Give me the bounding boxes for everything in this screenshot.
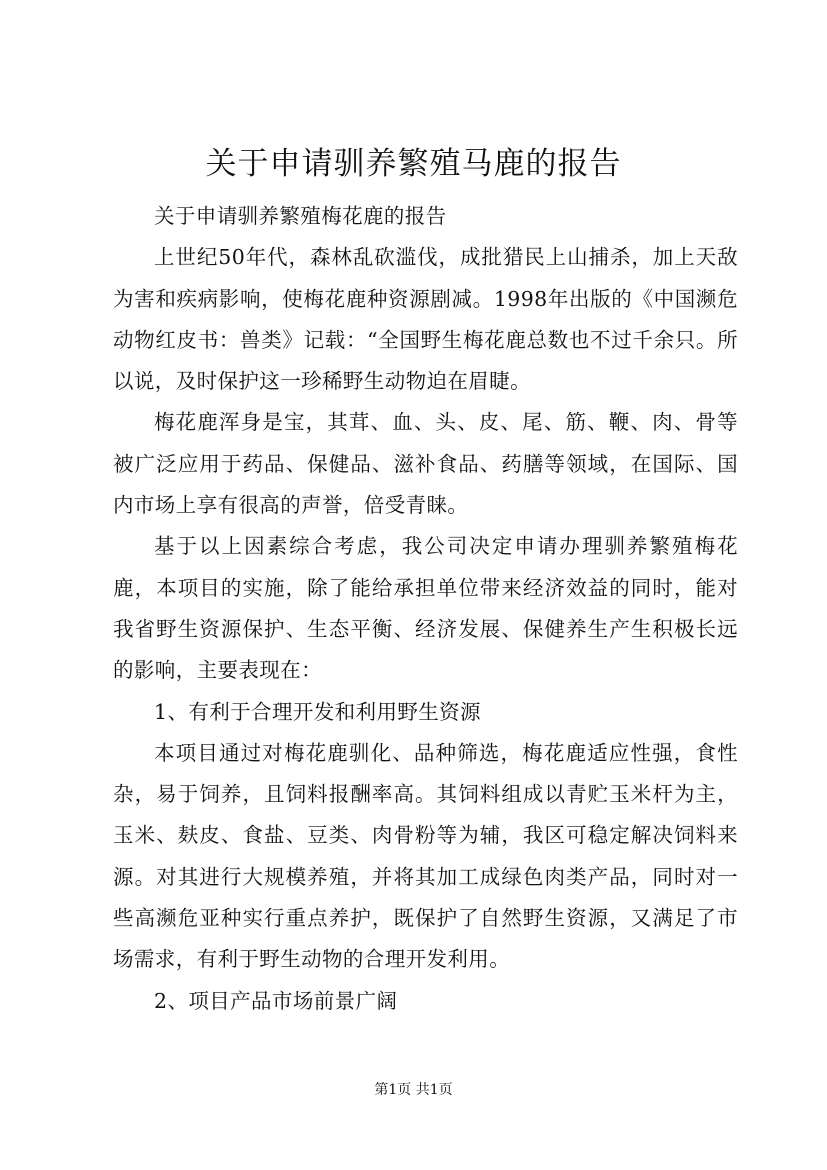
document-body (113, 196, 738, 1022)
paragraph: 本项目通过对梅花鹿驯化、品种筛选，梅花鹿适应性强，食性杂，易于饲养，且饲料报酬率高。其饲料组成以青贮玉米杆为主，玉米、麸皮、食盐、豆类、肉骨粉等为辅，我区可稳定解决饲料来源。对其进行大规模养殖，并将其加工成绿色肉类产品，同时对一些高濒危亚种实行重点养护，既保护了自然野生资源，又满足了市场需求，有利于野生动物的合理开发利用。 (113, 740, 738, 972)
paragraph-subtitle: 关于申请驯养繁殖梅花鹿的报告 (154, 204, 447, 228)
paragraph: 梅花鹿浑身是宝，其茸、血、头、皮、尾、筋、鞭、肉、骨等被广泛应用于药品、保健品、滋补食品、药膳等领域，在国际、国内市场上享有很高的声誉，倍受青睐。 (113, 410, 738, 518)
section-heading: 2、项目产品市场前景广阔 (154, 988, 398, 1013)
paragraph: 上世纪50年代，森林乱砍滥伐，成批猎民上山捕杀，加上天敌为害和疾病影响，使梅花鹿种资源剧减。1998年出版的《中国濒危动物红皮书：兽类》记载：“全国野生梅花鹿总数也不过千余只。所以说，及时保护这一珍稀野生动物迫在眉睫。 (113, 245, 738, 394)
page-footer: 第1页 共1页 (374, 1082, 453, 1098)
paragraph: 基于以上因素综合考虑，我公司决定申请办理驯养繁殖梅花鹿，本项目的实施，除了能给承担单位带来经济效益的同时，能对我省野生资源保护、生态平衡、经济发展、保健养生产生积极长远的影响，主要表现在： (113, 534, 738, 683)
section-heading: 1、有利于合理开发和利用野生资源 (154, 699, 481, 724)
document-title: 关于申请驯养繁殖马鹿的报告 (205, 146, 622, 182)
